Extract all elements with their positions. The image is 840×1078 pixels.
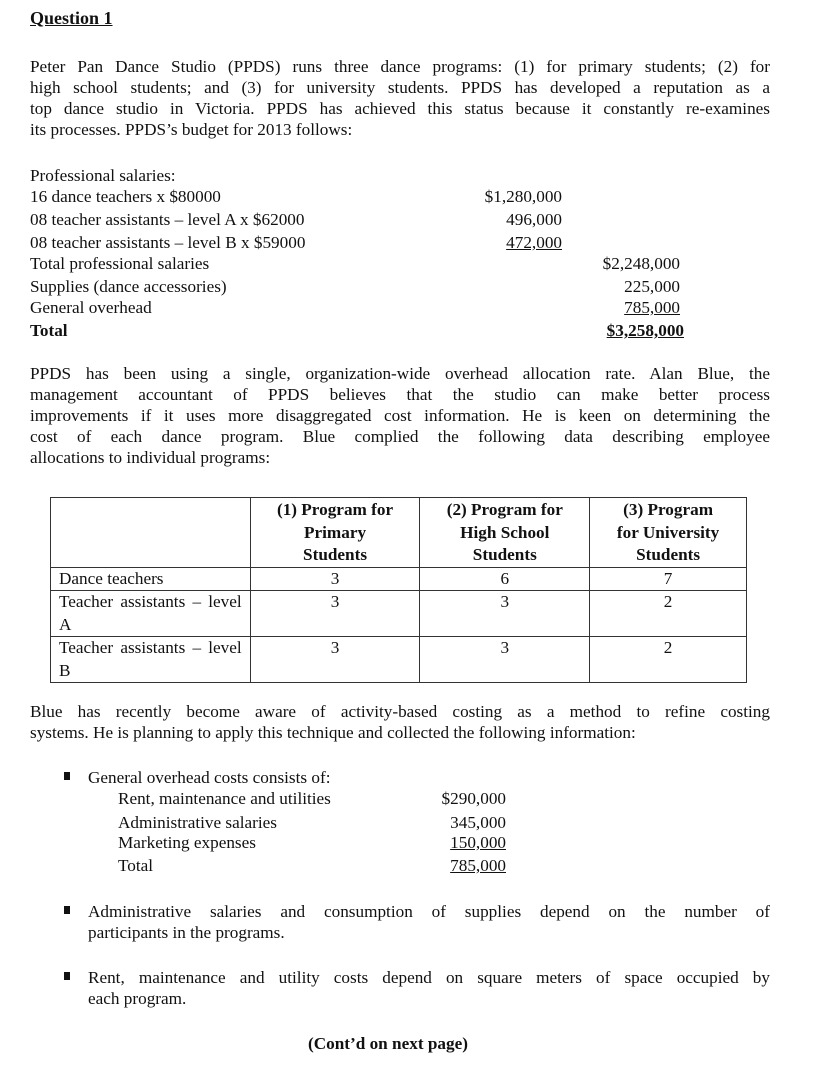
budget-total-label: Total (30, 321, 68, 340)
row-label: Dance teachers (51, 567, 251, 591)
budget-row-label: Supplies (dance accessories) (30, 277, 227, 296)
para-line: systems. He is planning to apply this technique and collected the following information: (30, 723, 636, 742)
intro-line: top dance studio in Victoria. PPDS has achieved this status because it constantly re-examines (30, 99, 770, 118)
table-cell: 3 (420, 637, 590, 683)
overhead-item-value: 150,000 (450, 833, 506, 852)
header-line: Students (303, 545, 368, 564)
continued-note: (Cont’d on next page) (308, 1034, 468, 1053)
budget-row-label: 08 teacher assistants – level A x $62000 (30, 210, 305, 229)
bullet-admin-salaries (88, 901, 770, 943)
bullet-line: Rent, maintenance and utility costs depend on square meters of space occupied by (88, 968, 770, 987)
para-line: cost of each dance program. Blue complied the following data describing employee (30, 427, 770, 446)
intro-line: its processes. PPDS’s budget for 2013 follows: (30, 120, 353, 139)
table-cell: 3 (250, 637, 420, 683)
bullet-rent-costs (88, 967, 770, 1009)
para-line: management accountant of PPDS believes that the studio can make better process (30, 385, 770, 404)
overhead-item-label: Rent, maintenance and utilities (118, 789, 331, 808)
header-line: Primary (304, 522, 367, 542)
overhead-item-label: Administrative salaries (118, 813, 277, 832)
allocation-paragraph (30, 363, 770, 468)
table-cell: 2 (590, 637, 747, 683)
overhead-item-label: Total (118, 856, 154, 875)
budget-row-amount: 472,000 (506, 233, 562, 252)
budget-row-label: General overhead (30, 298, 152, 317)
overhead-intro: General overhead costs consists of: (88, 768, 331, 787)
table-cell: 7 (590, 567, 747, 591)
budget-row-subtotal: 785,000 (624, 298, 680, 317)
para-line: allocations to individual programs: (30, 448, 271, 467)
budget-row-label: 16 dance teachers x $80000 (30, 187, 221, 206)
table-header-row (51, 498, 747, 568)
table-header-primary (250, 498, 420, 568)
table-cell: 6 (420, 567, 590, 591)
table-row (51, 637, 747, 683)
budget-total-amount: $3,258,000 (606, 321, 684, 340)
bullet-line: Administrative salaries and consumption of supplies depend on the number of (88, 902, 770, 921)
table-row (51, 567, 747, 591)
table-header-high-school (420, 498, 590, 568)
overhead-item-value: $290,000 (441, 789, 506, 808)
table-cell: 3 (250, 591, 420, 637)
row-label: Teacher assistants – level A (51, 591, 251, 637)
header-line: High School (460, 522, 550, 542)
para-line: improvements if it uses more disaggregated cost information. He is keen on determining the (30, 406, 770, 425)
header-line: (3) Program (623, 500, 714, 519)
bullet-line: each program. (88, 989, 187, 1008)
budget-row-subtotal: $2,248,000 (602, 254, 680, 273)
table-row (51, 591, 747, 637)
intro-line: Peter Pan Dance Studio (PPDS) runs three dance programs: (1) for primary students; (2) for (30, 57, 770, 76)
abc-paragraph (30, 701, 770, 743)
bullet-marker (64, 972, 70, 980)
header-line: (1) Program for (276, 500, 394, 519)
header-line: Students (636, 545, 701, 564)
question-heading: Question 1 (30, 8, 113, 28)
table-cell: 2 (590, 591, 747, 637)
budget-row-label: Total professional salaries (30, 254, 210, 273)
overhead-item-label: Marketing expenses (118, 833, 256, 852)
budget-row-amount: 496,000 (506, 210, 562, 229)
table-header-empty (51, 498, 251, 568)
intro-paragraph (30, 56, 770, 140)
overhead-item-value: 785,000 (450, 856, 506, 875)
intro-line: high school students; and (3) for university students. PPDS has developed a reputation as a (30, 78, 770, 97)
table-cell: 3 (420, 591, 590, 637)
bullet-marker (64, 772, 70, 780)
budget-row-label: 08 teacher assistants – level B x $59000 (30, 233, 306, 252)
bullet-marker (64, 906, 70, 914)
table-cell: 3 (250, 567, 420, 591)
para-line: PPDS has been using a single, organization-wide overhead allocation rate. Alan Blue, the (30, 364, 770, 383)
budget-row-amount: $1,280,000 (484, 187, 562, 206)
budget-row-subtotal: 225,000 (624, 277, 680, 296)
bullet-line: participants in the programs. (88, 923, 285, 942)
header-line: (2) Program for (446, 500, 563, 519)
header-line: for University (616, 522, 720, 542)
table-header-university (590, 498, 747, 568)
row-label: Teacher assistants – level B (51, 637, 251, 683)
overhead-item-value: 345,000 (450, 813, 506, 832)
para-line: Blue has recently become aware of activity-based costing as a method to refine costing (30, 702, 770, 721)
header-line: Students (472, 545, 537, 564)
salaries-heading: Professional salaries: (30, 166, 176, 185)
employee-allocation-table (50, 497, 747, 683)
